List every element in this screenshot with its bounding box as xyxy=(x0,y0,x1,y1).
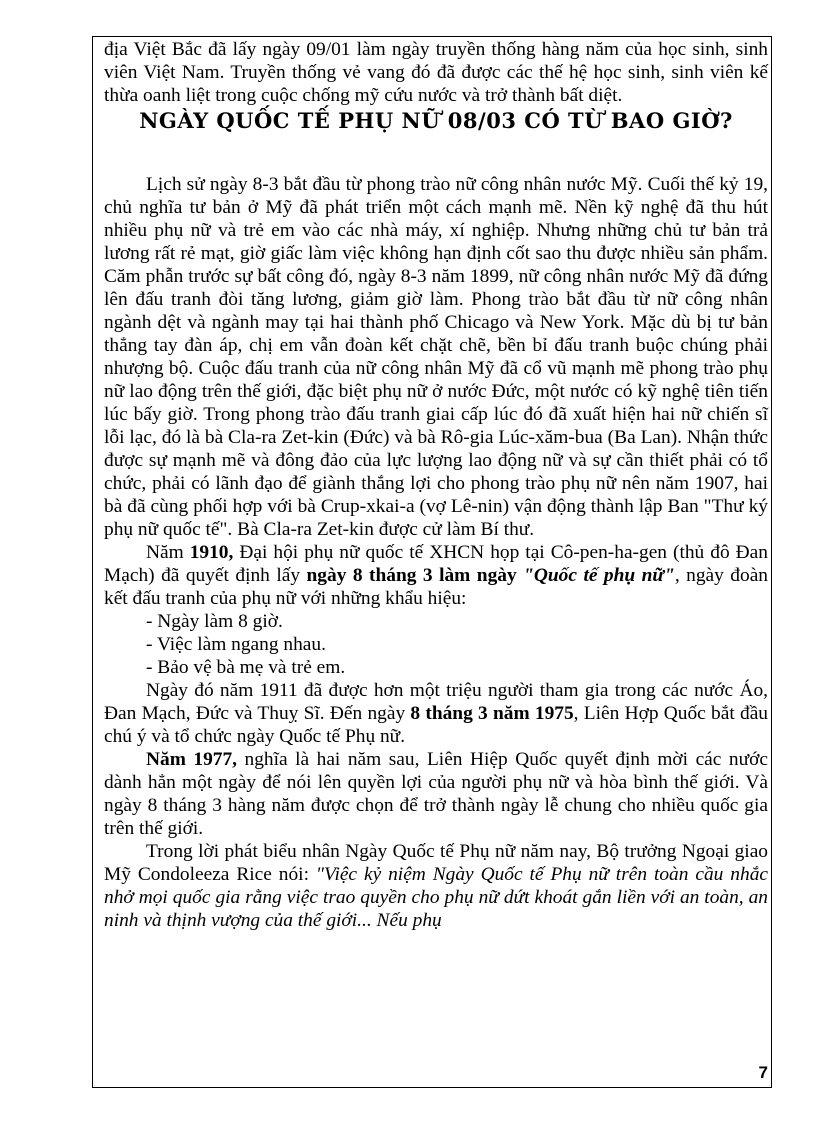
slogan-item: - Ngày làm 8 giờ. xyxy=(146,611,283,632)
intro-paragraph: địa Việt Bắc đã lấy ngày 09/01 làm ngày truyền thống hàng năm của học sinh, sinh viên Việt Nam. Truyền thống vẻ vang đó đã được các thế hệ học sinh, sinh viên kế thừa oanh liệt trong cuộc chống mỹ cứu nước và trở thành bất diệt. xyxy=(104,39,768,106)
rice-quote: "Việc kỷ niệm Ngày Quốc tế Phụ nữ trên toàn cầu nhắc nhở mọi quốc gia rằng việc trao quyền cho phụ nữ dứt khoát gắn liền với an toàn, an ninh và thịnh vượng của thế giới... Nếu phụ xyxy=(104,864,768,931)
year-1910: 1910, xyxy=(189,542,234,563)
womens-day-quote: "Quốc tế phụ nữ" xyxy=(523,565,675,586)
article-title: NGÀY QUỐC TẾ PHỤ NỮ 08/03 CÓ TỪ BAO GIỜ? xyxy=(139,108,733,133)
title-spacer xyxy=(104,149,768,173)
year-1977-paragraph: Năm 1977, nghĩa là hai năm sau, Liên Hiệp Quốc quyết định mời các nước dành hẳn một ngày để nói lên quyền lợi của người phụ nữ và hòa bình thế giới. Và ngày 8 tháng 3 hàng năm được chọn để trở thành ngày lễ chung cho nhiều quốc gia trên thế giới. xyxy=(104,749,768,839)
page-number: 7 xyxy=(758,1063,768,1082)
rice-quote-paragraph: Trong lời phát biểu nhân Ngày Quốc tế Phụ nữ năm nay, Bộ trưởng Ngoại giao Mỹ Condoleeza Rice nói: "Việc kỷ niệm Ngày Quốc tế Phụ nữ trên toàn cầu nhắc nhở mọi quốc gia rằng việc trao quyền cho phụ nữ dứt khoát gắn liền với an toàn, an ninh và thịnh vượng của thế giới... Nếu phụ xyxy=(104,841,768,931)
congress-paragraph: Năm 1910, Đại hội phụ nữ quốc tế XHCN họp tại Cô-pen-ha-gen (thủ đô Đan Mạch) đã quyết định lấy ngày 8 tháng 3 làm ngày "Quốc tế phụ nữ", ngày đoàn kết đấu tranh của phụ nữ với những khẩu hiệu: xyxy=(104,542,769,609)
slogan-item: - Bảo vệ bà mẹ và trẻ em. xyxy=(146,657,346,678)
slogan-item: - Việc làm ngang nhau. xyxy=(146,634,326,655)
document-body xyxy=(104,38,768,932)
history-paragraph: Lịch sử ngày 8-3 bắt đầu từ phong trào nữ công nhân nước Mỹ. Cuối thế kỷ 19, chủ nghĩa tư bản ở Mỹ đã phát triển một cách mạnh mẽ. Nền kỹ nghệ đã thu hút nhiều phụ nữ và trẻ em vào các nhà máy, xí nghiệp. Nhưng những chủ tư bản trả lương rất rẻ mạt, giờ giấc làm việc không hạn định cốt sao thu được nhiều sản phẩm. Căm phẫn trước sự bất công đó, ngày 8-3 năm 1899, nữ công nhân nước Mỹ đã đứng lên đấu tranh đòi tăng lương, giảm giờ làm. Phong trào bắt đầu từ nữ công nhân ngành dệt và ngành may tại hai thành phố Chicago và New York. Mặc dù bị tư bản thẳng tay đàn áp, chị em vẫn đoàn kết chặt chẽ, bền bỉ đấu tranh buộc chúng phải nhượng bộ. Cuộc đấu tranh của nữ công nhân Mỹ đã cổ vũ mạnh mẽ phong trào phụ nữ lao động trên thế giới, đặc biệt phụ nữ ở nước Đức, một nước có kỹ nghệ tiên tiến lúc bấy giờ. Trong phong trào đấu tranh giai cấp lúc đó đã xuất hiện hai nữ chiến sĩ lỗi lạc, đó là bà Cla-ra Zet-kin (Đức) và bà Rô-gia Lúc-xăm-bua (Ba Lan). Nhận thức được sự mạnh mẽ và đông đảo của lực lượng lao động nữ và sự cần thiết phải có tổ chức, phải có lãnh đạo để giành thắng lợi cho phong trào phụ nữ nên năm 1907, hai bà đã cùng phối hợp với bà Crup-xkai-a (vợ Lê-nin) vận động thành lập Ban "Thư ký phụ nữ quốc tế". Bà Cla-ra Zet-kin được cử làm Bí thư. xyxy=(104,174,768,540)
un-paragraph: Ngày đó năm 1911 đã được hơn một triệu người tham gia trong các nước Áo, Đan Mạch, Đức và Thuỵ Sĩ. Đến ngày 8 tháng 3 năm 1975, Liên Hợp Quốc bắt đầu chú ý và tổ chức ngày Quốc tế Phụ nữ. xyxy=(104,680,768,747)
